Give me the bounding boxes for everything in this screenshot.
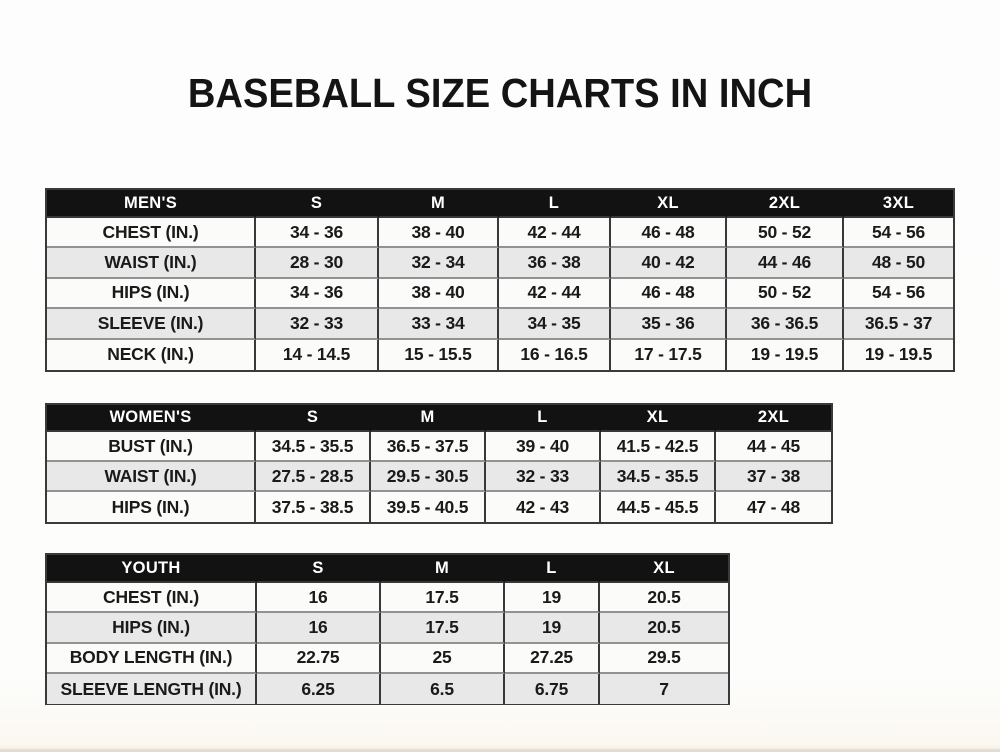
measurement-label: CHEST (IN.) bbox=[47, 218, 256, 248]
size-value-cell: 32 - 33 bbox=[256, 309, 379, 339]
measurement-label: HIPS (IN.) bbox=[47, 492, 256, 522]
table-group-header: YOUTH bbox=[47, 555, 257, 583]
table-group-header: MEN'S bbox=[47, 190, 256, 218]
size-column-header: L bbox=[505, 555, 600, 583]
size-value-cell: 7 bbox=[600, 674, 728, 704]
size-value-cell: 48 - 50 bbox=[844, 248, 953, 278]
size-value-cell: 38 - 40 bbox=[379, 218, 499, 248]
size-column-header: L bbox=[499, 190, 611, 218]
measurement-label: WAIST (IN.) bbox=[47, 462, 256, 492]
size-value-cell: 32 - 34 bbox=[379, 248, 499, 278]
size-value-cell: 36.5 - 37.5 bbox=[371, 432, 486, 462]
measurement-label: SLEEVE LENGTH (IN.) bbox=[47, 674, 257, 704]
size-value-cell: 36 - 38 bbox=[499, 248, 611, 278]
size-value-cell: 40 - 42 bbox=[611, 248, 727, 278]
size-column-header: S bbox=[257, 555, 381, 583]
size-column-header: L bbox=[486, 405, 601, 432]
size-value-cell: 19 bbox=[505, 583, 600, 613]
size-column-header: M bbox=[381, 555, 505, 583]
size-value-cell: 14 - 14.5 bbox=[256, 340, 379, 370]
size-value-cell: 19 - 19.5 bbox=[844, 340, 953, 370]
size-value-cell: 32 - 33 bbox=[486, 462, 601, 492]
youth-size-table bbox=[45, 553, 730, 705]
measurement-label: HIPS (IN.) bbox=[47, 279, 256, 309]
page-title: BASEBALL SIZE CHARTS IN INCH bbox=[187, 70, 813, 116]
size-value-cell: 46 - 48 bbox=[611, 218, 727, 248]
womens-size-table bbox=[45, 403, 833, 524]
size-value-cell: 42 - 43 bbox=[486, 492, 601, 522]
size-column-header: S bbox=[256, 190, 379, 218]
size-value-cell: 19 bbox=[505, 613, 600, 643]
size-column-header: M bbox=[379, 190, 499, 218]
size-value-cell: 42 - 44 bbox=[499, 218, 611, 248]
size-column-header: XL bbox=[611, 190, 727, 218]
measurement-label: WAIST (IN.) bbox=[47, 248, 256, 278]
size-value-cell: 20.5 bbox=[600, 583, 728, 613]
measurement-label: SLEEVE (IN.) bbox=[47, 309, 256, 339]
size-value-cell: 16 bbox=[257, 613, 381, 643]
size-value-cell: 15 - 15.5 bbox=[379, 340, 499, 370]
size-value-cell: 34.5 - 35.5 bbox=[256, 432, 371, 462]
table-group-header: WOMEN'S bbox=[47, 405, 256, 432]
size-value-cell: 6.75 bbox=[505, 674, 600, 704]
size-value-cell: 28 - 30 bbox=[256, 248, 379, 278]
size-value-cell: 37 - 38 bbox=[716, 462, 831, 492]
size-value-cell: 25 bbox=[381, 644, 505, 674]
size-value-cell: 39 - 40 bbox=[486, 432, 601, 462]
size-value-cell: 44.5 - 45.5 bbox=[601, 492, 716, 522]
size-value-cell: 29.5 bbox=[600, 644, 728, 674]
size-value-cell: 29.5 - 30.5 bbox=[371, 462, 486, 492]
measurement-label: CHEST (IN.) bbox=[47, 583, 257, 613]
size-value-cell: 20.5 bbox=[600, 613, 728, 643]
size-value-cell: 50 - 52 bbox=[727, 279, 844, 309]
size-value-cell: 34 - 36 bbox=[256, 218, 379, 248]
size-value-cell: 44 - 46 bbox=[727, 248, 844, 278]
size-value-cell: 47 - 48 bbox=[716, 492, 831, 522]
size-column-header: 2XL bbox=[716, 405, 831, 432]
size-value-cell: 35 - 36 bbox=[611, 309, 727, 339]
size-column-header: 2XL bbox=[727, 190, 844, 218]
size-value-cell: 6.25 bbox=[257, 674, 381, 704]
size-column-header: 3XL bbox=[844, 190, 953, 218]
size-value-cell: 27.5 - 28.5 bbox=[256, 462, 371, 492]
size-value-cell: 34 - 36 bbox=[256, 279, 379, 309]
size-value-cell: 44 - 45 bbox=[716, 432, 831, 462]
size-value-cell: 36 - 36.5 bbox=[727, 309, 844, 339]
size-column-header: S bbox=[256, 405, 371, 432]
size-value-cell: 54 - 56 bbox=[844, 279, 953, 309]
size-value-cell: 42 - 44 bbox=[499, 279, 611, 309]
size-column-header: XL bbox=[600, 555, 728, 583]
size-value-cell: 34 - 35 bbox=[499, 309, 611, 339]
size-value-cell: 41.5 - 42.5 bbox=[601, 432, 716, 462]
size-value-cell: 22.75 bbox=[257, 644, 381, 674]
size-value-cell: 39.5 - 40.5 bbox=[371, 492, 486, 522]
size-column-header: XL bbox=[601, 405, 716, 432]
size-value-cell: 33 - 34 bbox=[379, 309, 499, 339]
size-value-cell: 16 bbox=[257, 583, 381, 613]
size-value-cell: 34.5 - 35.5 bbox=[601, 462, 716, 492]
size-value-cell: 17 - 17.5 bbox=[611, 340, 727, 370]
size-value-cell: 38 - 40 bbox=[379, 279, 499, 309]
measurement-label: HIPS (IN.) bbox=[47, 613, 257, 643]
size-value-cell: 54 - 56 bbox=[844, 218, 953, 248]
size-value-cell: 19 - 19.5 bbox=[727, 340, 844, 370]
size-value-cell: 46 - 48 bbox=[611, 279, 727, 309]
size-value-cell: 50 - 52 bbox=[727, 218, 844, 248]
size-value-cell: 17.5 bbox=[381, 583, 505, 613]
size-value-cell: 36.5 - 37 bbox=[844, 309, 953, 339]
measurement-label: BUST (IN.) bbox=[47, 432, 256, 462]
size-column-header: M bbox=[371, 405, 486, 432]
size-value-cell: 16 - 16.5 bbox=[499, 340, 611, 370]
size-value-cell: 27.25 bbox=[505, 644, 600, 674]
size-value-cell: 6.5 bbox=[381, 674, 505, 704]
measurement-label: BODY LENGTH (IN.) bbox=[47, 644, 257, 674]
size-value-cell: 17.5 bbox=[381, 613, 505, 643]
mens-size-table bbox=[45, 188, 955, 372]
size-value-cell: 37.5 - 38.5 bbox=[256, 492, 371, 522]
measurement-label: NECK (IN.) bbox=[47, 340, 256, 370]
